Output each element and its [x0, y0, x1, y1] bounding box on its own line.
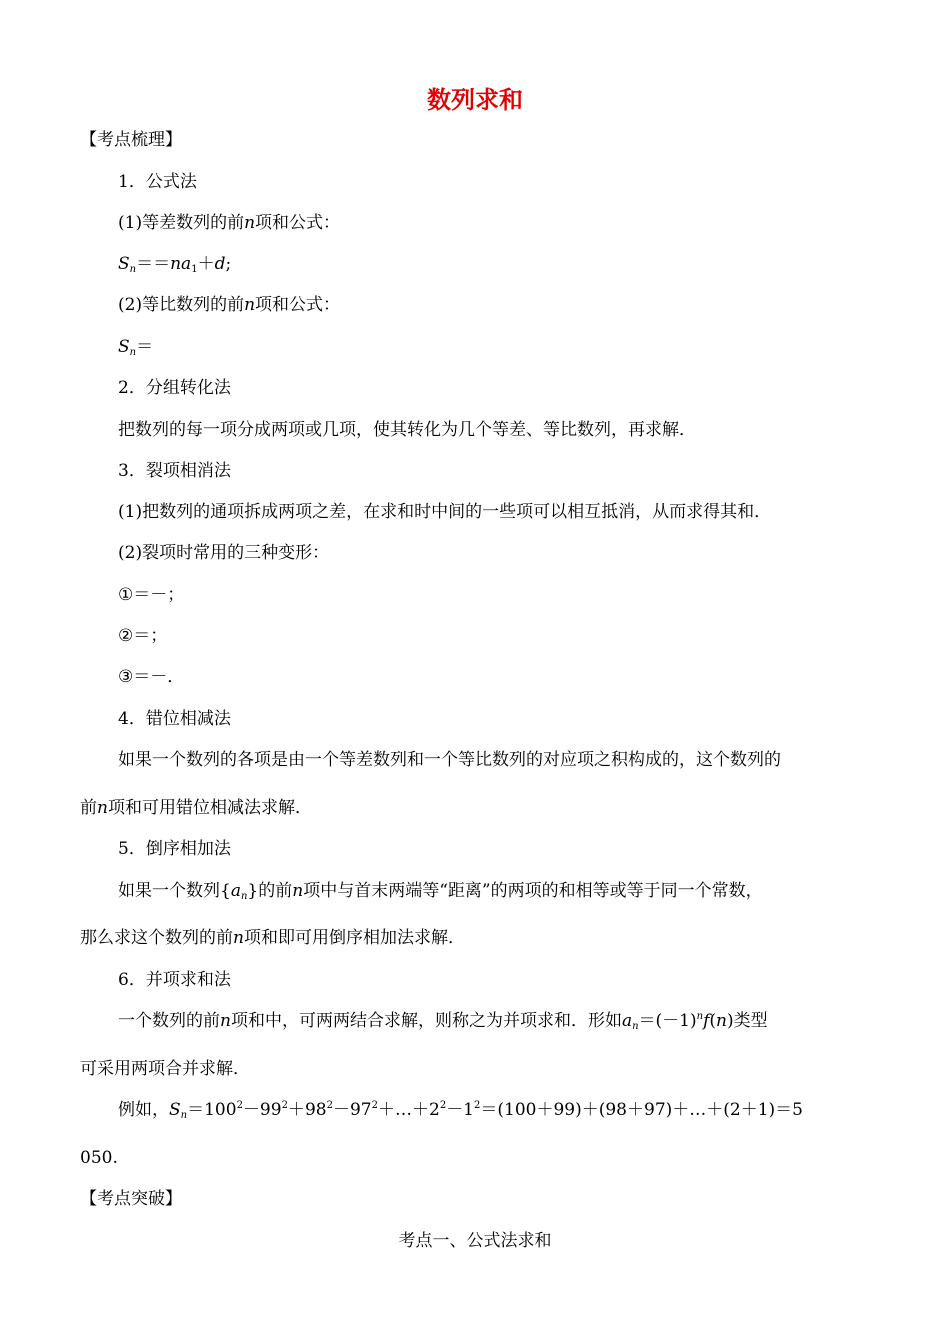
section-review-heading: 【考点梳理】: [80, 130, 182, 150]
item5-heading: 5．倒序相加法: [118, 839, 231, 859]
item4-text-2: 前n项和可用错位相减法求解．: [80, 798, 312, 818]
item2-text: 把数列的每一项分成两项或几项，使其转化为几个等差、等比数列，再求解．: [118, 420, 696, 440]
item3-formula-1: ①＝－；: [118, 585, 185, 605]
section-breakthrough-heading: 【考点突破】: [80, 1189, 182, 1209]
subsection-heading: 考点一、公式法求和: [398, 1231, 552, 1251]
item4-text-1: 如果一个数列的各项是由一个等差数列和一个等比数列的对应项之积构成的，这个数列的: [118, 750, 781, 770]
item3-formula-2: ②＝；: [118, 626, 168, 646]
item1-geom-sum-label: (2)等比数列的前n项和公式：: [118, 295, 341, 315]
item5-text-1: 如果一个数列$\{a_n\}$的前n项中与首末两端等“距离”的两项的和相等或等于同一个常数，: [118, 881, 763, 902]
item3-heading: 3．裂项相消法: [118, 461, 231, 481]
item3-text-1: (1)把数列的通项拆成两项之差，在求和时中间的一些项可以相互抵消，从而求得其和．: [118, 502, 772, 522]
item1-heading: 1．公式法: [118, 172, 197, 192]
item2-heading: 2．分组转化法: [118, 378, 231, 398]
item6-heading: 6．并项求和法: [118, 970, 231, 990]
item5-text-2: 那么求这个数列的前n项和即可用倒序相加法求解．: [80, 928, 465, 948]
item3-text-2: (2)裂项时常用的三种变形：: [118, 543, 330, 563]
item1-arith-formula: $S_n==na_1+d$;: [118, 254, 232, 275]
item1-arith-sum-label: (1)等差数列的前n项和公式：: [118, 213, 341, 233]
item1-geom-formula: $S_n=$: [118, 337, 154, 358]
item6-text-2: 可采用两项合并求解．: [80, 1059, 250, 1079]
item6-text-1: 一个数列的前n项和中，可两两结合求解，则称之为并项求和．形如$a_n=(-1)^nf(n)$类型: [118, 1011, 768, 1032]
item6-example-line-2: 050.: [80, 1148, 118, 1168]
item6-example-line-1: 例如，$S_n=100^2-99^2+98^2-97^2+\dots+2^2-1^2=(100+99)+(98+97)+\dots+(2+1)=5$: [118, 1100, 803, 1121]
item4-heading: 4．错位相减法: [118, 709, 231, 729]
page-title: 数列求和: [427, 86, 523, 114]
item3-formula-3: ③＝－．: [118, 667, 185, 687]
